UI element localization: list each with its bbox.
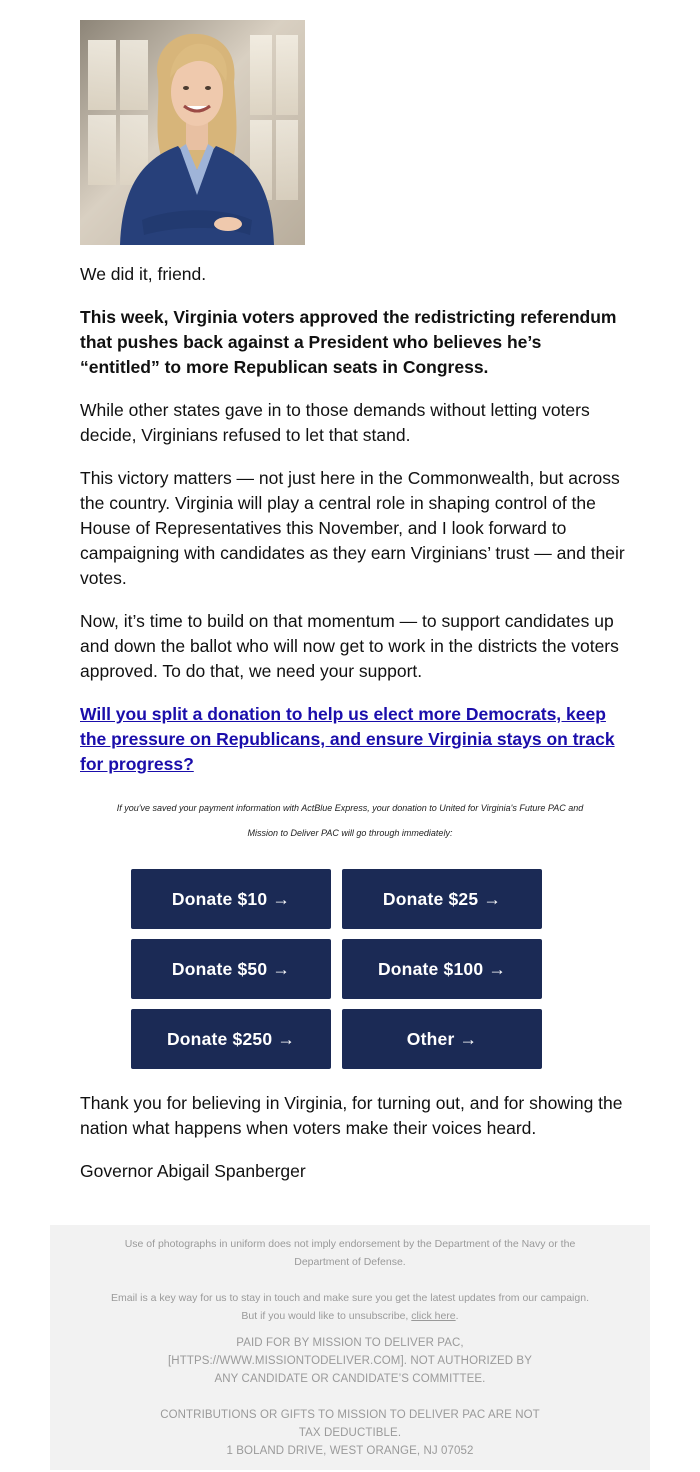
donate-100-button[interactable]: Donate $100 → <box>342 939 542 999</box>
paragraph-1: While other states gave in to those demands without letting voters decide, Virginians refused to let that stand. <box>80 400 590 445</box>
donation-ask-link[interactable]: Will you split a donation to help us elect more Democrats, keep the pressure on Republicans, and ensure Virginia stays on track for progress? <box>80 704 615 774</box>
unsubscribe-link[interactable]: click here <box>411 1310 456 1322</box>
express-note-line-2: Mission to Deliver PAC will go through immediately: <box>247 828 453 838</box>
donate-25-button[interactable]: Donate $25 → <box>342 869 542 929</box>
greeting: We did it, friend. <box>80 264 207 284</box>
paragraph-3: Now, it’s time to build on that momentum — to support candidates up and down the ballot who will now get to work in the districts the voters approved. To do that, we need your support. <box>80 611 619 681</box>
donate-10-button[interactable]: Donate $10 → <box>131 869 331 929</box>
donate-50-button[interactable]: Donate $50 → <box>131 939 331 999</box>
email-note-line-2 <box>90 1307 610 1325</box>
lead-paragraph: This week, Virginia voters approved the redistricting referendum that pushes back against a President who believes he’s “entitled” to more Republican seats in Congress. <box>80 307 617 377</box>
donate-250-button[interactable]: Donate $250 → <box>131 1009 331 1069</box>
email-note-text: But if you would like to unsubscribe, <box>241 1310 409 1322</box>
photo-disclaimer-line-1: Use of photographs in uniform does not imply endorsement by the Department of the Navy or the <box>124 1238 576 1250</box>
mailing-address: 1 BOLAND DRIVE, WEST ORANGE, NJ 07052 <box>226 1445 474 1457</box>
express-note-line-1: If you've saved your payment information with ActBlue Express, your donation to United for Virginia's Future PAC and <box>116 803 584 813</box>
contributions-line-1: CONTRIBUTIONS OR GIFTS TO MISSION TO DELIVER PAC ARE NOT <box>160 1409 540 1421</box>
email-note-line-1: Email is a key way for us to stay in touch and make sure you get the latest updates from our campaign. <box>111 1292 589 1304</box>
email-note-end: . <box>455 1310 459 1322</box>
signature: Governor Abigail Spanberger <box>80 1161 306 1181</box>
portrait-image <box>80 20 305 245</box>
paid-for-line-3: ANY CANDIDATE OR CANDIDATE’S COMMITTEE. <box>214 1373 486 1385</box>
photo-disclaimer-line-2: Department of Defense. <box>294 1256 406 1268</box>
closing-paragraph: Thank you for believing in Virginia, for turning out, and for showing the nation what happens when voters make their voices heard. <box>80 1093 623 1138</box>
header-photo <box>80 20 305 245</box>
paragraph-2: This victory matters — not just here in the Commonwealth, but across the country. Virginia will play a central role in shaping control of the House of Representatives this November, and I look forward to campaigning with candidates as they earn Virginians’ trust — and their votes. <box>80 468 625 588</box>
footer <box>50 1225 650 1470</box>
paid-for-line-2: [HTTPS://WWW.MISSIONTODELIVER.COM]. NOT AUTHORIZED BY <box>168 1355 532 1367</box>
contributions-line-2: TAX DEDUCTIBLE. <box>298 1427 402 1439</box>
paid-for-line-1: PAID FOR BY MISSION TO DELIVER PAC, <box>236 1337 464 1349</box>
donate-other-button[interactable]: Other → <box>342 1009 542 1069</box>
